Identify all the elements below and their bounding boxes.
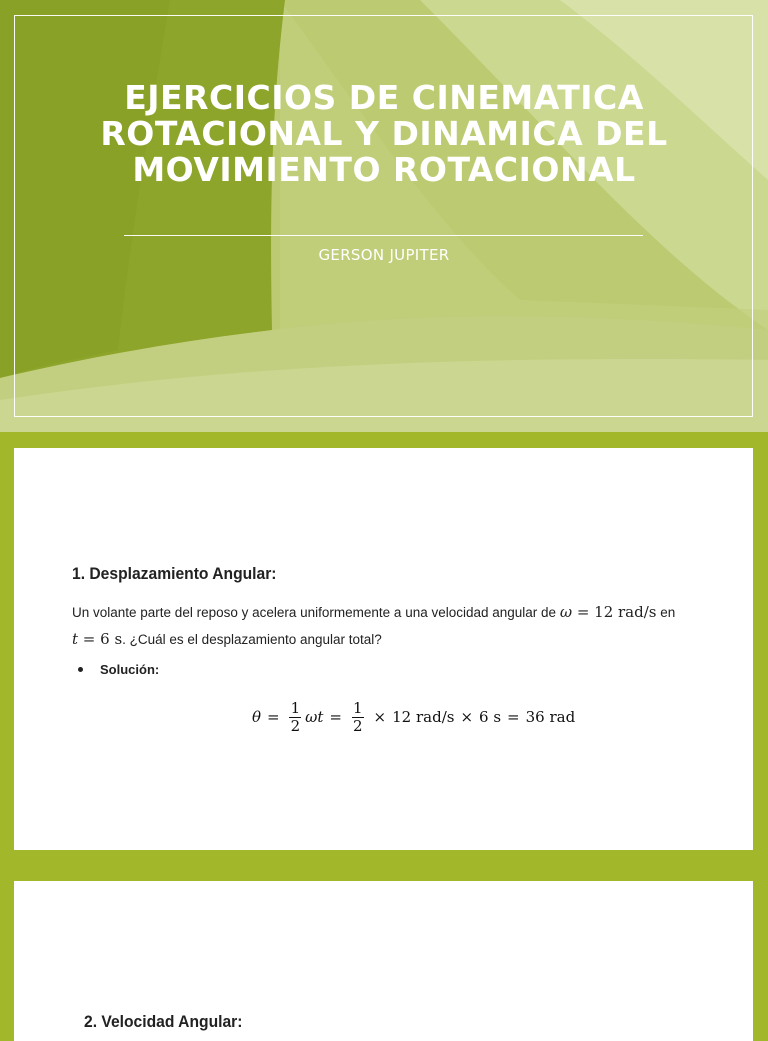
solution-label: Solución:: [100, 662, 160, 677]
solution-bullet: [78, 662, 159, 677]
time-value: = 6 s: [78, 630, 123, 648]
fraction-one-half: [351, 700, 365, 735]
presentation-title: EJERCICIOS DE CINEMATICA ROTACIONAL Y DINAMICA DEL MOVIMIENTO ROTACIONAL: [100, 78, 668, 189]
title-slide: [0, 0, 768, 432]
fraction-one-half: [289, 700, 303, 735]
equals-sign: =: [329, 708, 342, 726]
omega-symbol: ω: [559, 603, 573, 621]
bullet-dot-icon: [78, 667, 83, 672]
exercise-slide-1: [14, 448, 753, 850]
fraction-denominator: 2: [290, 716, 301, 735]
time-symbol: t: [72, 630, 79, 648]
problem-text: Un volante parte del reposo y acelera uniformemente a una velocidad angular de: [72, 605, 560, 620]
problem-text: en: [656, 605, 676, 620]
fraction-numerator: 1: [353, 698, 363, 717]
result-term: 36 rad: [525, 708, 576, 726]
omega-value: = 12 rad/s: [572, 603, 657, 621]
omega-value-term: 12 rad/s: [392, 708, 455, 726]
exercise-heading: 2. Velocidad Angular:: [84, 1012, 243, 1031]
time-value-term: 6 s: [479, 708, 502, 726]
equals-sign: =: [267, 708, 280, 726]
omega-t-term: ωt: [305, 708, 324, 726]
title-divider: [124, 235, 643, 236]
equals-sign: =: [507, 708, 520, 726]
times-sign: ×: [373, 708, 387, 726]
title-frame: [14, 15, 753, 417]
fraction-numerator: 1: [290, 698, 301, 717]
problem-statement: [72, 599, 712, 653]
fraction-denominator: 2: [353, 716, 363, 735]
exercise-slide-2: [14, 881, 753, 1041]
exercise-heading: 1. Desplazamiento Angular:: [72, 564, 277, 583]
author-name: GERSON JUPITER: [318, 246, 450, 264]
problem-question: . ¿Cuál es el desplazamiento angular total?: [122, 632, 382, 647]
times-sign: ×: [460, 708, 474, 726]
solution-equation: [252, 692, 575, 742]
theta-symbol: θ: [252, 708, 262, 726]
